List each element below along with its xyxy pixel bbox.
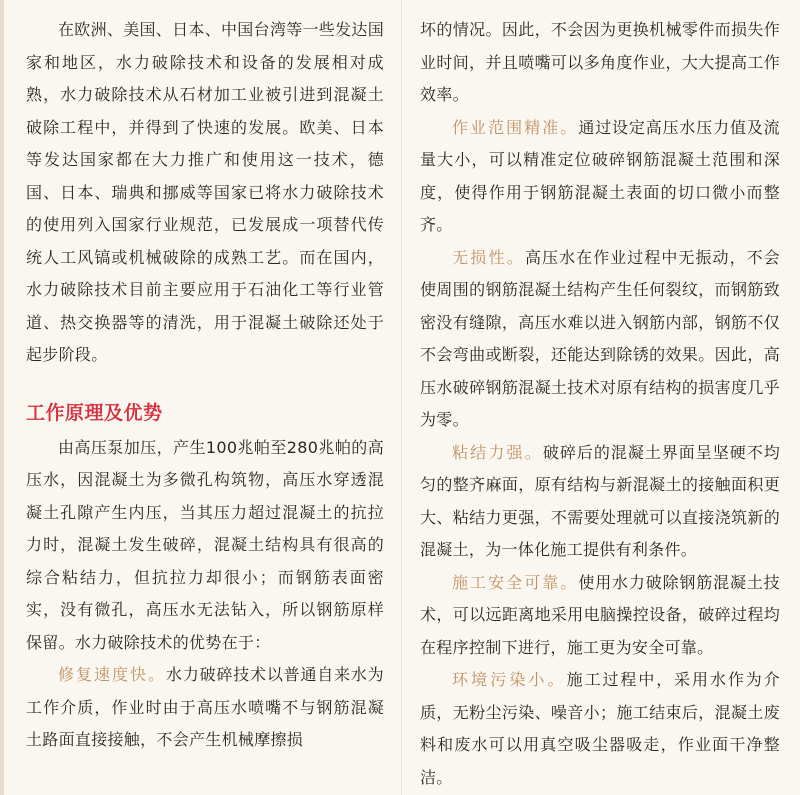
- page-edge: [0, 0, 4, 795]
- advantage-nondestructive: [420, 242, 780, 437]
- advantage-nondestructive-title: 无损性。: [452, 247, 525, 267]
- left-column: [26, 14, 384, 757]
- advantage-environment: [420, 664, 780, 794]
- advantage-environment-title: 环境污染小。: [452, 670, 567, 689]
- advantage-speed-continued: 坏的情况。因此，不会因为更换机械零件而损失作业时间，并且喷嘴可以多角度作业，大大提高工作效率。: [420, 20, 780, 104]
- advantage-precision-text: 通过设定高压水压力值及流量大小，可以精准定位破碎钢筋混凝土范围和深度，使得作用于钢筋混凝土表面的切口微小而整齐。: [420, 117, 780, 234]
- advantage-precision-title: 作业范围精准。: [452, 117, 579, 137]
- advantage-safety-title: 施工安全可靠。: [452, 572, 579, 592]
- principle-paragraph: 由高压泵加压，产生100兆帕至280兆帕的高压水，因混凝土为多微孔构筑物，高压水穿透混凝土孔隙产生内压，当其压力超过混凝土的抗拉力时，混凝土发生破碎，混凝土结构具有很高的综合粘结力，但抗拉力却很小；而钢筋表面密实，没有微孔，高压水无法钻入，所以钢筋原样保留。水力破除技术的优势在于：: [26, 437, 384, 652]
- advantage-precision: [420, 112, 780, 242]
- section-heading: 工作原理及优势: [26, 401, 163, 424]
- column-divider: [401, 0, 402, 795]
- advantage-environment-text: 施工过程中，采用水作为介质，无粉尘污染、噪音小；施工结束后，混凝土废料和废水可以用真空吸尘器吸走，作业面干净整洁。: [420, 670, 780, 787]
- advantage-safety: [420, 567, 780, 665]
- advantage-bonding: [420, 437, 780, 567]
- advantage-safety-text: 使用水力破除钢筋混凝土技术，可以远距离地采用电脑操控设备，破碎过程均在程序控制下进行，施工更为安全可靠。: [420, 572, 780, 657]
- intro-paragraph: 在欧洲、美国、日本、中国台湾等一些发达国家和地区，水力破除技术和设备的发展相对成熟，水力破除技术从石材加工业被引进到混凝土破除工程中，并得到了快速的发展。欧美、日本等发达国家都在大力推广和使用这一技术，德国、日本、瑞典和挪威等国家已将水力破除技术的使用列入国家行业规范，已发展成一项替代传统人工风镐或机械破除的成熟工艺。而在国内，水力破除技术目前主要应用于石油化工等行业管道、热交换器等的清洗，用于混凝土破除还处于起步阶段。: [26, 20, 385, 364]
- advantage-bonding-title: 粘结力强。: [452, 442, 543, 462]
- advantage-nondestructive-text: 高压水在作业过程中无振动，不会使周围的钢筋混凝土结构产生任何裂纹，而钢筋致密没有缝隙，高压水难以进入钢筋内部，钢筋不仅不会弯曲或断裂，还能达到除锈的效果。因此，高压水破碎钢筋混凝土技术对原有结构的损害度几乎为零。: [420, 247, 780, 429]
- advantage-speed-title: 修复速度快。: [58, 665, 167, 684]
- advantage-speed: [26, 659, 384, 757]
- advantage-speed-text: 水力破碎技术以普通自来水为工作介质，作业时由于高压水喷嘴不与钢筋混凝土路面直接接触，不会产生机械摩擦损: [26, 665, 384, 749]
- right-column: [420, 14, 780, 794]
- advantage-bonding-text: 破碎后的混凝土界面呈坚硬不均匀的整齐麻面，原有结构与新混凝土的接触面积更大、粘结力更强，不需要处理就可以直接浇筑新的混凝土，为一体化施工提供有利条件。: [420, 442, 780, 559]
